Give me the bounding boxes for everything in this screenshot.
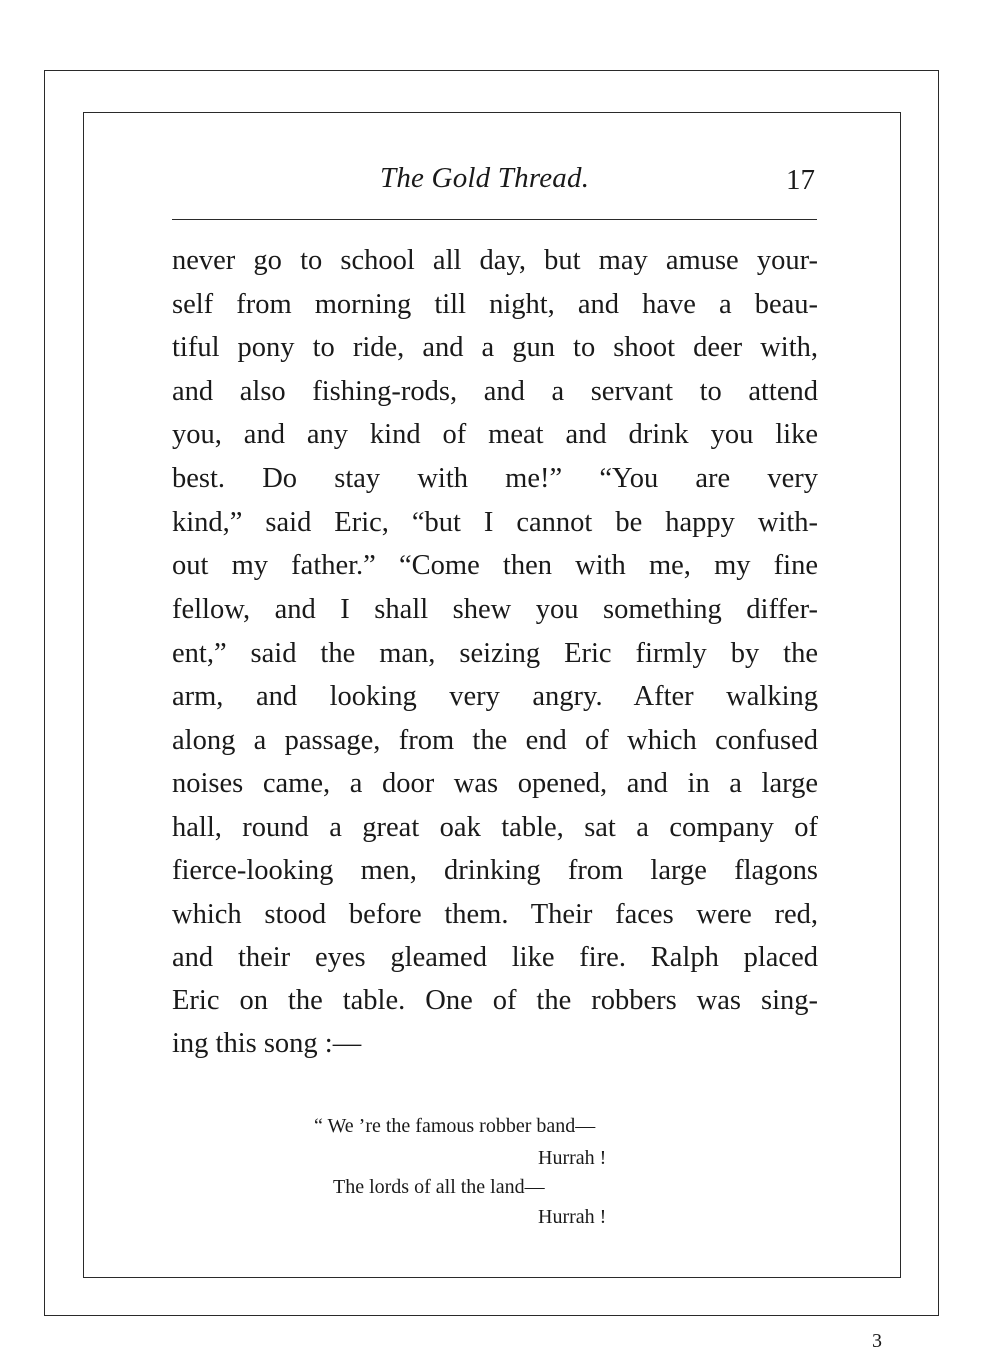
body-line: arm, and looking very angry. After walking [172,681,818,712]
body-line: you, and any kind of meat and drink you like [172,419,818,450]
body-line: and also fishing-rods, and a servant to attend [172,376,818,407]
body-line: ent,” said the man, seizing Eric firmly by the [172,638,818,669]
verse-refrain: Hurrah ! [538,1206,607,1228]
body-line: fellow, and I shall shew you something differ- [172,594,818,625]
running-title: The Gold Thread. [380,162,590,194]
body-line: ing this song :— [172,1028,362,1059]
header-rule [172,219,817,220]
body-line: which stood before them. Their faces were red, [172,899,818,930]
body-line: out my father.” “Come then with me, my fine [172,550,818,581]
page-number: 17 [786,164,815,196]
body-line: noises came, a door was opened, and in a large [172,768,818,799]
body-line: best. Do stay with me!” “You are very [172,463,818,494]
body-line: Eric on the table. One of the robbers was sing- [172,985,818,1016]
body-line: and their eyes gleamed like fire. Ralph placed [172,942,818,973]
body-line: hall, round a great oak table, sat a company of [172,812,818,843]
body-line: fierce-looking men, drinking from large flagons [172,855,818,886]
verse-line: The lords of all the land— [333,1176,545,1198]
body-line: self from morning till night, and have a beau- [172,289,818,320]
verse-refrain: Hurrah ! [538,1147,607,1169]
body-line: kind,” said Eric, “but I cannot be happy with- [172,507,818,538]
verse-line: “ We ’re the famous robber band— [314,1115,596,1137]
body-line: tiful pony to ride, and a gun to shoot deer with, [172,332,818,363]
sheet-number: 3 [872,1330,882,1352]
body-line: never go to school all day, but may amuse your- [172,245,818,276]
body-line: along a passage, from the end of which confused [172,725,818,756]
